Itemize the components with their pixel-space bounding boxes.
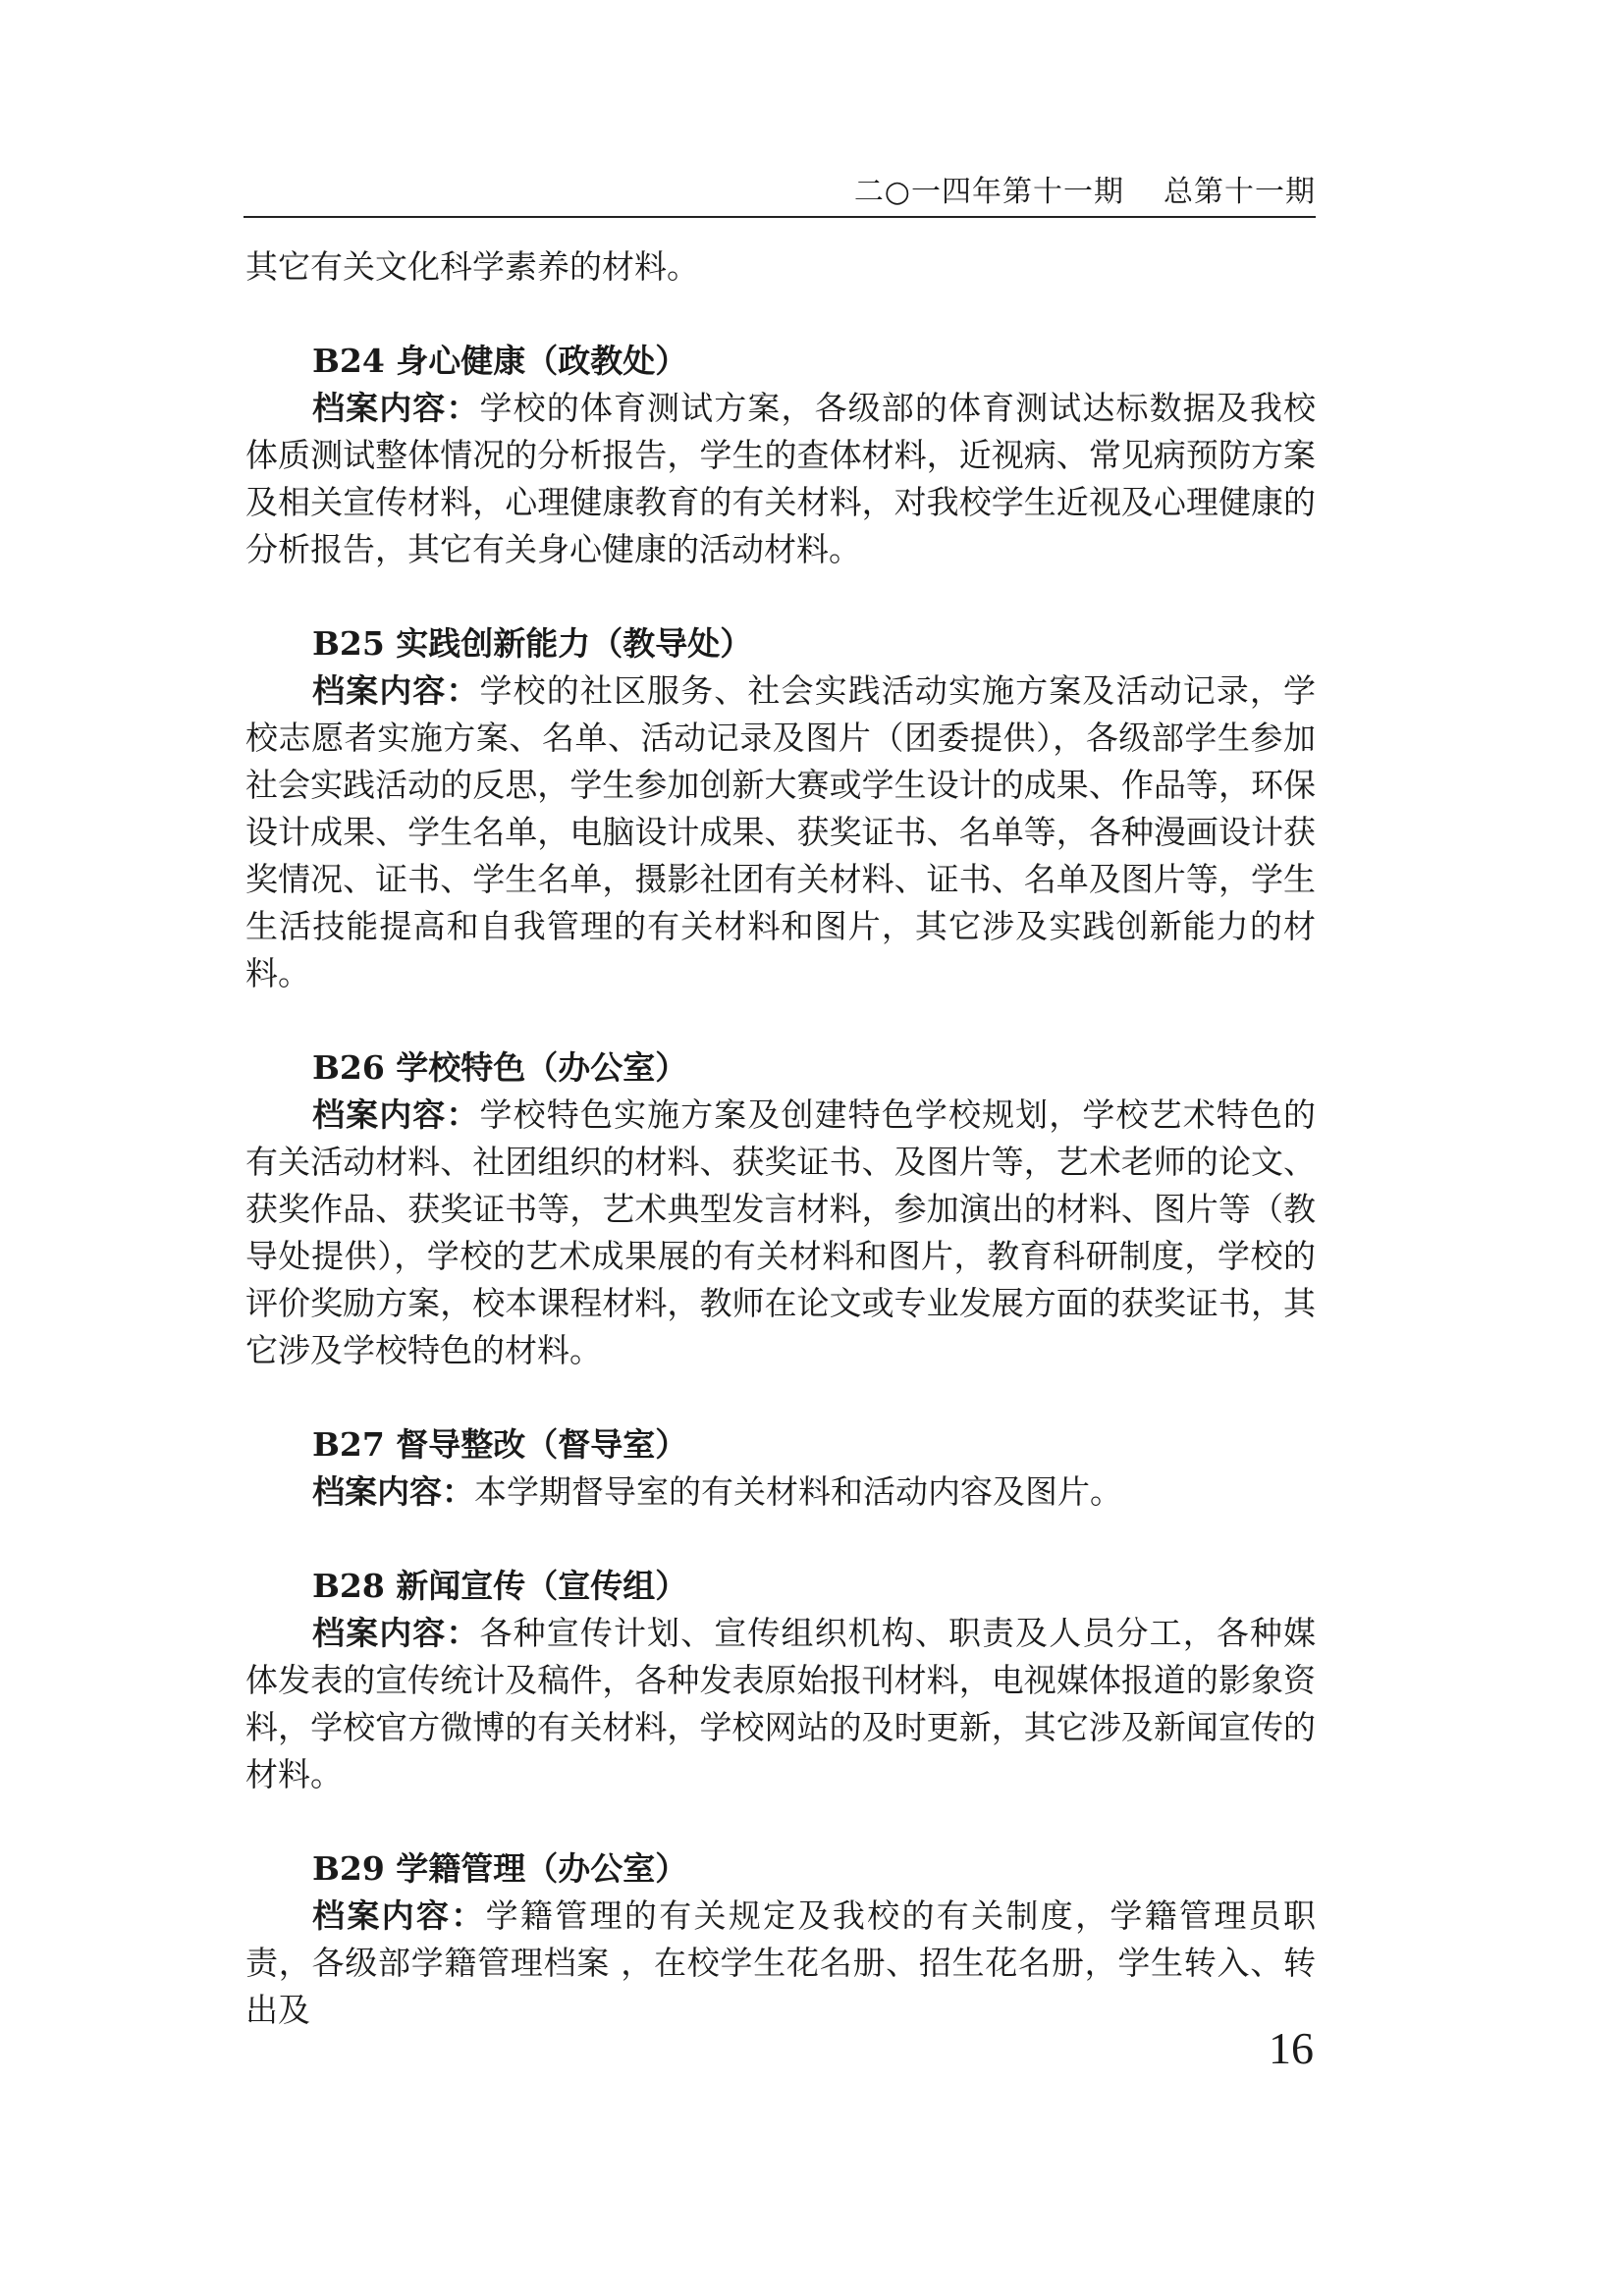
- section-text: 各种宣传计划、宣传组织机构、职责及人员分工，各种媒体发表的宣传统计及稿件，各种发表原始报刊材料，电视媒体报道的影象资料，学校官方微博的有关材料，学校网站的及时更新，其它涉及新闻宣传的材料。: [245, 1614, 1317, 1793]
- archive-content-label: 档案内容：: [312, 1472, 474, 1511]
- section-body: [245, 1092, 1316, 1374]
- section-b24: [245, 338, 1316, 573]
- section-text: 本学期督导室的有关材料和活动内容及图片。: [474, 1472, 1122, 1511]
- archive-content-label: 档案内容：: [312, 671, 480, 710]
- section-b28: [245, 1563, 1316, 1798]
- section-title: B29 学籍管理（办公室）: [312, 1849, 688, 1888]
- page-content: [245, 243, 1316, 2034]
- section-title: B28 新闻宣传（宣传组）: [312, 1567, 688, 1605]
- section-body: [245, 385, 1316, 573]
- section-text: 学校的体育测试方案，各级部的体育测试达标数据及我校体质测试整体情况的分析报告，学生的查体材料，近视病、常见病预防方案及相关宣传材料，心理健康教育的有关材料，对我校学生近视及心理健康的分析报告，其它有关身心健康的活动材料。: [245, 389, 1317, 568]
- section-body: [245, 1610, 1316, 1798]
- archive-content-label: 档案内容：: [312, 389, 480, 427]
- intro-line: 其它有关文化科学素养的材料。: [245, 247, 699, 286]
- section-text: 学校特色实施方案及创建特色学校规划，学校艺术特色的有关活动材料、社团组织的材料、获奖证书、及图片等，艺术老师的论文、获奖作品、获奖证书等，艺术典型发言材料，参加演出的材料、图片等（教导处提供），学校的艺术成果展的有关材料和图片，教育科研制度，学校的评价奖励方案，校本课程材料，教师在论文或专业发展方面的获奖证书，其它涉及学校特色的材料。: [245, 1095, 1317, 1369]
- section-title: B27 督导整改（督导室）: [312, 1425, 688, 1464]
- archive-content-label: 档案内容：: [312, 1614, 480, 1652]
- section-title: B24 身心健康（政教处）: [312, 342, 688, 380]
- running-header: [244, 169, 1316, 218]
- section-body: [245, 667, 1316, 997]
- section-body: [245, 1468, 1316, 1516]
- section-text: 学校的社区服务、社会实践活动实施方案及活动记录，学校志愿者实施方案、名单、活动记录及图片（团委提供），各级部学生参加社会实践活动的反思，学生参加创新大赛或学生设计的成果、作品等，环保设计成果、学生名单，电脑设计成果、获奖证书、名单等，各种漫画设计获奖情况、证书、学生名单，摄影社团有关材料、证书、名单及图片等，学生生活技能提高和自我管理的有关材料和图片，其它涉及实践创新能力的材料。: [245, 671, 1317, 992]
- header-issue-date: 二○一四年第十一期: [853, 175, 1124, 209]
- section-b27: [245, 1421, 1316, 1516]
- header-total-issue: 总第十一期: [1164, 175, 1316, 209]
- archive-content-label: 档案内容：: [312, 1896, 486, 1935]
- section-body: [245, 1893, 1316, 2034]
- section-text: 学籍管理的有关规定及我校的有关制度，学籍管理员职责，各级部学籍管理档案 ，在校学生花名册、招生花名册，学生转入、转出及: [245, 1896, 1317, 2029]
- archive-content-label: 档案内容：: [312, 1095, 480, 1134]
- section-b25: [245, 620, 1316, 997]
- section-b26: [245, 1044, 1316, 1374]
- section-b29: [245, 1845, 1316, 2034]
- section-title: B25 实践创新能力（教导处）: [312, 624, 753, 663]
- page-number: 16: [1269, 2023, 1314, 2073]
- section-title: B26 学校特色（办公室）: [312, 1048, 688, 1087]
